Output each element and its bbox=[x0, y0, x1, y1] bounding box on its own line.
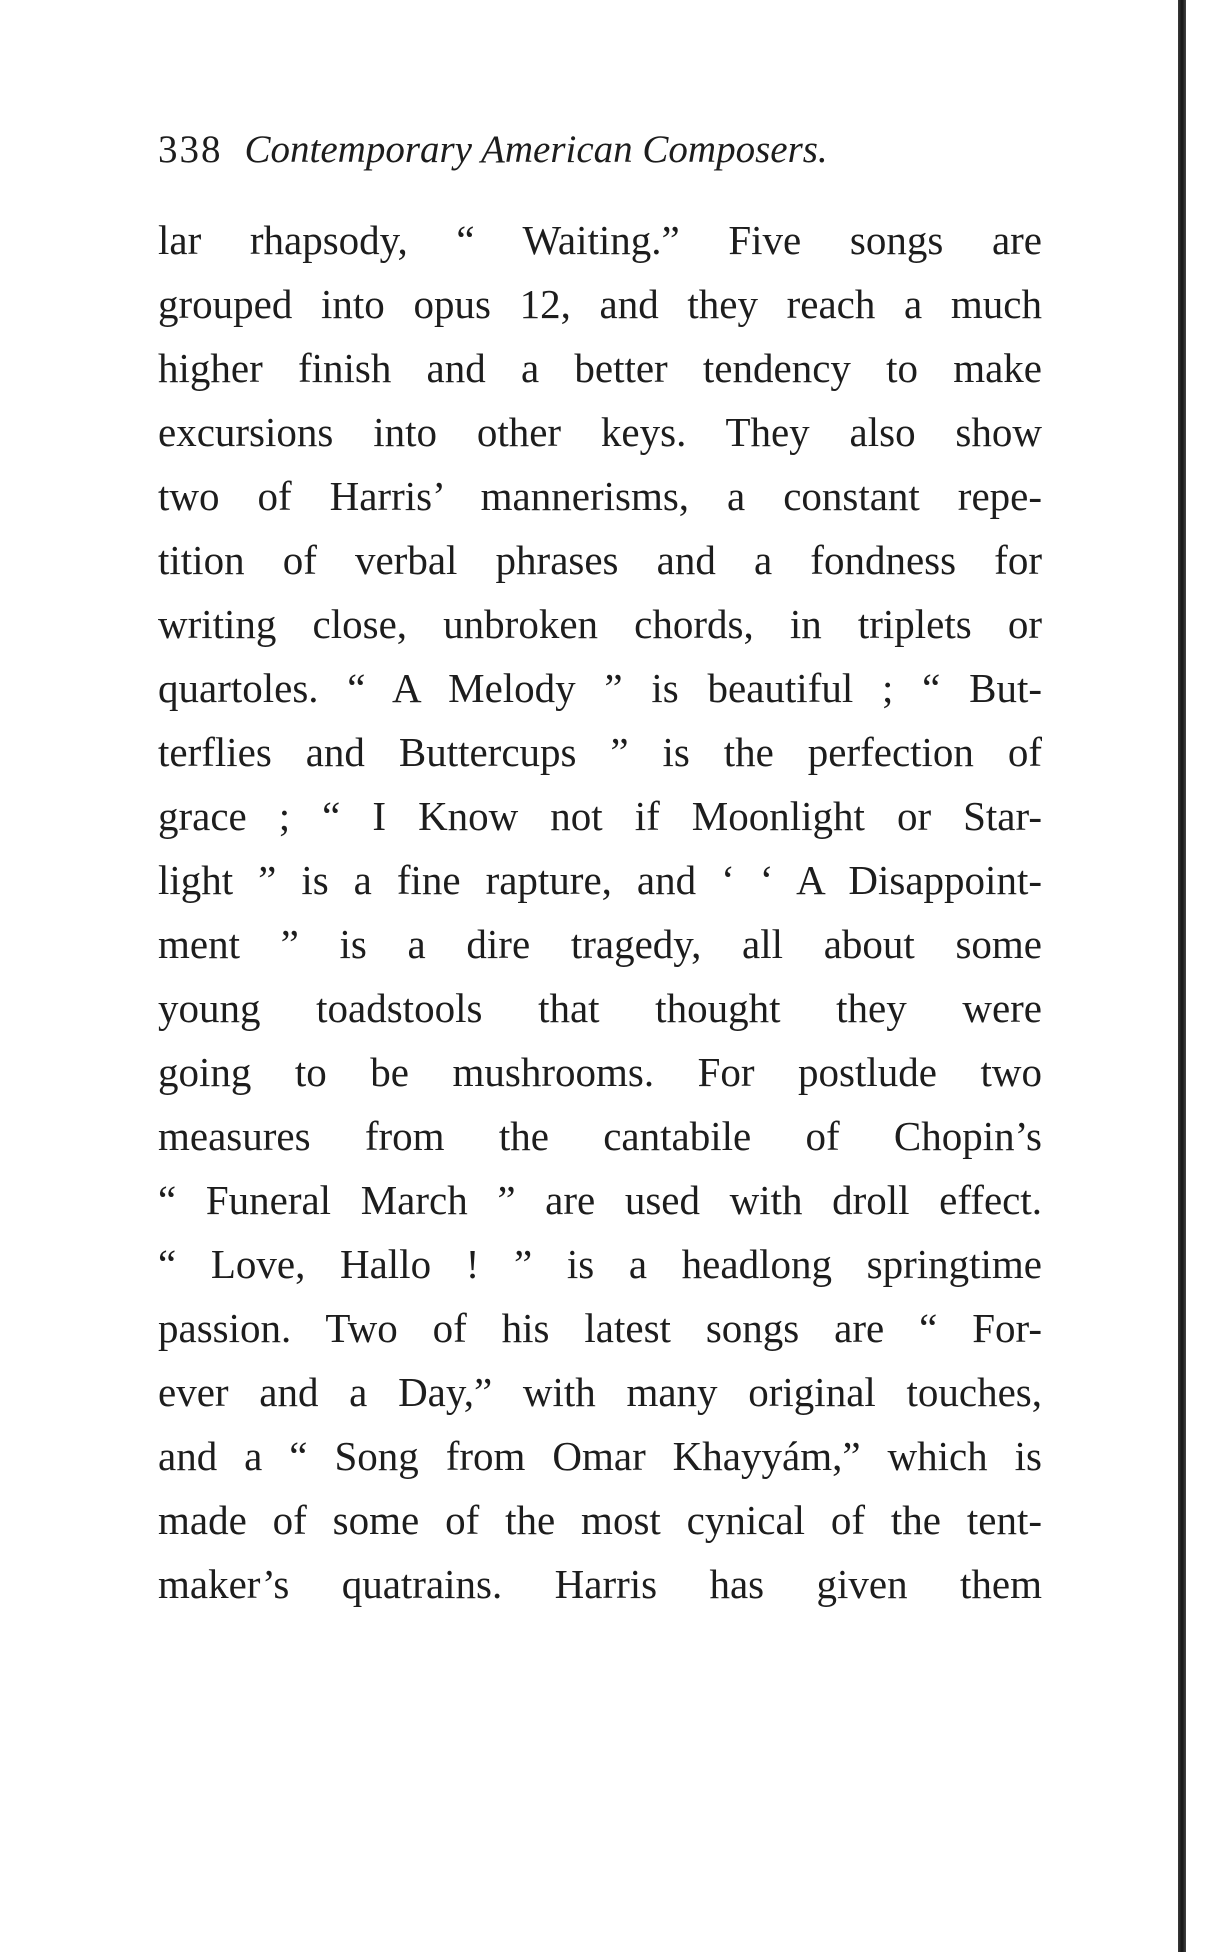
page-number: 338 bbox=[158, 128, 223, 171]
text-line: lar rhapsody, “ Waiting.” Five songs are bbox=[158, 217, 1042, 263]
text-line: ever and a Day,” with many original touches, bbox=[158, 1369, 1042, 1415]
text-line: “ Funeral March ” are used with droll effect. bbox=[158, 1177, 1042, 1223]
text-line: passion. Two of his latest songs are “ For- bbox=[158, 1305, 1042, 1351]
text-line: “ Love, Hallo ! ” is a headlong springtime bbox=[158, 1241, 1042, 1287]
text-line: tition of verbal phrases and a fondness for bbox=[158, 537, 1042, 583]
page-margin-strip bbox=[1186, 0, 1220, 1952]
text-line: young toadstools that thought they were bbox=[158, 985, 1042, 1031]
text-line: higher finish and a better tendency to make bbox=[158, 345, 1042, 391]
body-text bbox=[158, 208, 1042, 1616]
text-line: maker’s quatrains. Harris has given them bbox=[158, 1561, 1042, 1607]
text-line: measures from the cantabile of Chopin’s bbox=[158, 1113, 1042, 1159]
running-head bbox=[158, 120, 1058, 180]
text-line: light ” is a fine rapture, and ‘ ‘ A Disappoint- bbox=[158, 857, 1042, 903]
text-line: quartoles. “ A Melody ” is beautiful ; “ But- bbox=[158, 665, 1042, 711]
text-line: excursions into other keys. They also show bbox=[158, 409, 1042, 455]
text-line: terflies and Buttercups ” is the perfection of bbox=[158, 729, 1042, 775]
running-title: Contemporary American Composers. bbox=[244, 128, 828, 171]
text-line: ment ” is a dire tragedy, all about some bbox=[158, 921, 1042, 967]
text-line: grouped into opus 12, and they reach a much bbox=[158, 281, 1042, 327]
text-line: made of some of the most cynical of the tent- bbox=[158, 1497, 1042, 1543]
text-line: writing close, unbroken chords, in triplets or bbox=[158, 601, 1042, 647]
text-line: and a “ Song from Omar Khayyám,” which is bbox=[158, 1433, 1042, 1479]
text-line: going to be mushrooms. For postlude two bbox=[158, 1049, 1042, 1095]
page-spine-edge bbox=[1178, 0, 1186, 1952]
text-line: two of Harris’ mannerisms, a constant repe- bbox=[158, 473, 1042, 519]
text-line: grace ; “ I Know not if Moonlight or Star- bbox=[158, 793, 1042, 839]
